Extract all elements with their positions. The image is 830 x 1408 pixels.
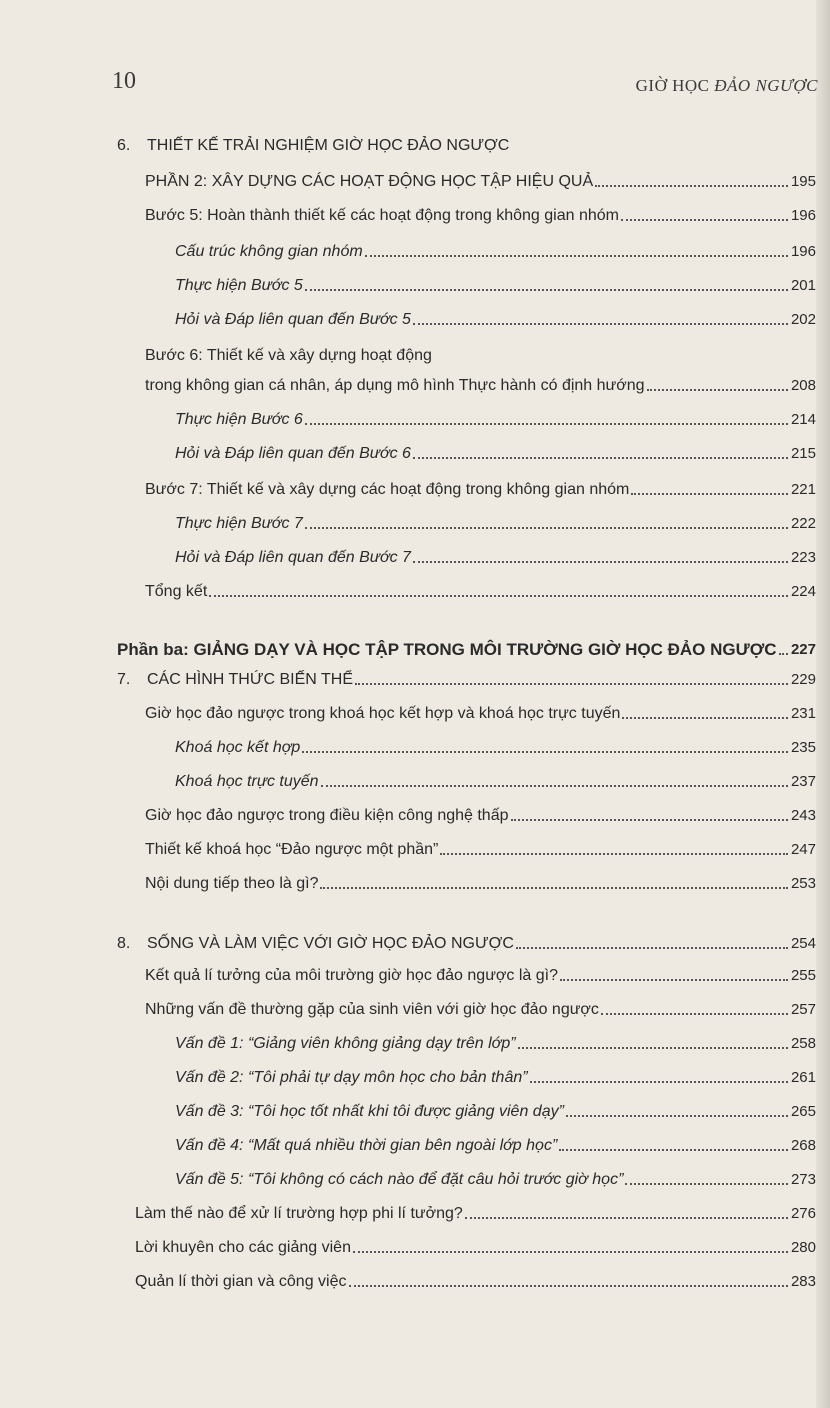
toc-entry-page: 280 — [790, 1239, 816, 1256]
toc-entry-title: THIẾT KẾ TRẢI NGHIỆM GIỜ HỌC ĐẢO NGƯỢC — [147, 137, 510, 154]
toc-entry-title: Khoá học kết hợp — [175, 739, 301, 756]
toc-entry-title: Bước 6: Thiết kế và xây dựng hoạt động — [145, 347, 432, 364]
dot-leader — [566, 1115, 788, 1117]
toc-entry — [145, 994, 816, 1020]
toc-entry-title: Hỏi và Đáp liên quan đến Bước 5 — [175, 311, 411, 328]
dot-leader — [355, 683, 788, 685]
toc-entry-page: 221 — [790, 481, 816, 498]
toc-entry-page: 224 — [790, 583, 816, 600]
dot-leader — [511, 819, 789, 821]
toc-entry — [175, 542, 816, 568]
dot-leader — [560, 979, 788, 981]
toc-entry-page: 223 — [790, 549, 816, 566]
toc-entry-number: 6. — [117, 137, 131, 154]
toc-entry-page: 273 — [790, 1171, 816, 1188]
toc-entry-title: trong không gian cá nhân, áp dụng mô hình Thực hành có định hướng — [145, 377, 645, 394]
dot-leader — [622, 717, 788, 719]
toc-entry-title: Giờ học đảo ngược trong điều kiện công nghệ thấp — [145, 807, 509, 824]
toc-entry — [175, 1028, 816, 1054]
toc-entry-page: 268 — [790, 1137, 816, 1154]
toc-entry — [175, 304, 816, 330]
toc-entry-title: Vấn đề 4: “Mất quá nhiều thời gian bên ngoài lớp học” — [175, 1137, 558, 1154]
toc-entry — [145, 370, 816, 396]
toc-entry-title: Vấn đề 5: “Tôi không có cách nào để đặt câu hỏi trước giờ học” — [175, 1171, 624, 1188]
toc-entry-page: 247 — [790, 841, 816, 858]
toc-entry-page: 214 — [790, 411, 816, 428]
toc-entry-title: Quản lí thời gian và công việc — [135, 1273, 347, 1290]
toc-entry-title: Tổng kết — [145, 583, 208, 600]
toc-entry — [117, 130, 816, 156]
toc-entry-page: 222 — [790, 515, 816, 532]
dot-leader — [413, 457, 788, 459]
toc-entry-page: 265 — [790, 1103, 816, 1120]
toc-entry-title: Làm thế nào để xử lí trường hợp phi lí tưởng? — [135, 1205, 463, 1222]
toc-entry — [175, 508, 816, 534]
dot-leader — [516, 947, 788, 949]
toc-entry-title: Hỏi và Đáp liên quan đến Bước 7 — [175, 549, 411, 566]
toc-entry-title: Cấu trúc không gian nhóm — [175, 243, 363, 260]
toc-entry — [145, 960, 816, 986]
toc-entry — [175, 270, 816, 296]
toc-entry-page: 195 — [790, 173, 816, 190]
toc-entry-page: 196 — [790, 207, 816, 224]
toc-entry — [175, 1130, 816, 1156]
toc-entry — [117, 634, 816, 660]
toc-entry-page: 237 — [790, 773, 816, 790]
running-title-italic: ĐẢO NGƯỢC — [714, 76, 818, 95]
dot-leader — [595, 185, 788, 187]
toc-entry-title: CÁC HÌNH THỨC BIẾN THỂ — [147, 671, 353, 688]
toc-entry — [175, 1096, 816, 1122]
toc-entry — [145, 474, 816, 500]
toc-entry-page: 276 — [790, 1205, 816, 1222]
dot-leader — [320, 887, 788, 889]
toc-entry-title: Nội dung tiếp theo là gì? — [145, 875, 319, 892]
toc-entry — [145, 868, 816, 894]
toc-entry-title: Thiết kế khoá học “Đảo ngược một phần” — [145, 841, 439, 858]
toc-entry-title: Vấn đề 1: “Giảng viên không giảng dạy trên lớp” — [175, 1035, 516, 1052]
dot-leader — [413, 561, 788, 563]
dot-leader — [779, 653, 789, 655]
toc-entry-title: Thực hiện Bước 6 — [175, 411, 303, 428]
dot-leader — [621, 219, 788, 221]
toc-entry-page: 231 — [790, 705, 816, 722]
toc-entry — [145, 340, 816, 366]
dot-leader — [518, 1047, 788, 1049]
toc-entry-title: Thực hiện Bước 7 — [175, 515, 303, 532]
toc-entry-title: Kết quả lí tưởng của môi trường giờ học đảo ngược là gì? — [145, 967, 558, 984]
dot-leader — [349, 1285, 789, 1287]
page-edge — [816, 0, 830, 1408]
dot-leader — [465, 1217, 788, 1219]
toc-entry-title: SỐNG VÀ LÀM VIỆC VỚI GIỜ HỌC ĐẢO NGƯỢC — [147, 935, 514, 952]
toc-entry-title: Hỏi và Đáp liên quan đến Bước 6 — [175, 445, 411, 462]
toc-entry-page: 235 — [790, 739, 816, 756]
dot-leader — [305, 289, 788, 291]
toc-entry-title: Bước 5: Hoàn thành thiết kế các hoạt động trong không gian nhóm — [145, 207, 619, 224]
toc-entry — [175, 438, 816, 464]
dot-leader — [321, 785, 788, 787]
toc-entry-page: 229 — [790, 671, 816, 688]
dot-leader — [305, 423, 788, 425]
toc-entry — [145, 200, 816, 226]
toc-entry-page: 255 — [790, 967, 816, 984]
toc-entry-page: 253 — [790, 875, 816, 892]
running-title — [636, 76, 818, 96]
toc-entry — [145, 166, 816, 192]
toc-entry-page: 257 — [790, 1001, 816, 1018]
dot-leader — [631, 493, 788, 495]
toc-entry-page: 196 — [790, 243, 816, 260]
toc-entry — [145, 834, 816, 860]
toc-entry — [135, 1266, 816, 1292]
toc-entry-page: 254 — [790, 935, 816, 952]
dot-leader — [625, 1183, 788, 1185]
toc-entry — [145, 576, 816, 602]
toc-entry — [175, 236, 816, 262]
toc-entry — [135, 1198, 816, 1224]
toc-entry-page: 227 — [790, 641, 816, 658]
toc-entry — [175, 1062, 816, 1088]
toc-entry — [117, 664, 816, 690]
toc-entry-page: 208 — [790, 377, 816, 394]
toc-entry-page: 201 — [790, 277, 816, 294]
toc-entry-page: 283 — [790, 1273, 816, 1290]
toc-entry-title: Khoá học trực tuyến — [175, 773, 319, 790]
toc-entry-title: Phần ba: GIẢNG DẠY VÀ HỌC TẬP TRONG MÔI TRƯỜNG GIỜ HỌC ĐẢO NGƯỢC — [117, 640, 777, 659]
toc-entry-page: 258 — [790, 1035, 816, 1052]
dot-leader — [353, 1251, 788, 1253]
toc-entry-number: 8. — [117, 935, 131, 952]
dot-leader — [302, 751, 788, 753]
page-number: 10 — [112, 68, 136, 94]
dot-leader — [601, 1013, 788, 1015]
dot-leader — [440, 853, 788, 855]
dot-leader — [209, 595, 788, 597]
toc-entry — [135, 1232, 816, 1258]
dot-leader — [413, 323, 788, 325]
toc-entry-title: Vấn đề 3: “Tôi học tốt nhất khi tôi được giảng viên dạy” — [175, 1103, 564, 1120]
toc-entry — [175, 766, 816, 792]
dot-leader — [365, 255, 788, 257]
toc-entry-title: Lời khuyên cho các giảng viên — [135, 1239, 351, 1256]
dot-leader — [530, 1081, 788, 1083]
toc-entry-title: PHẦN 2: XÂY DỰNG CÁC HOẠT ĐỘNG HỌC TẬP HIỆU QUẢ — [145, 173, 594, 190]
toc-entry — [175, 1164, 816, 1190]
toc-entry-title: Bước 7: Thiết kế và xây dựng các hoạt động trong không gian nhóm — [145, 481, 630, 498]
dot-leader — [305, 527, 788, 529]
toc-entry — [175, 732, 816, 758]
toc-entry — [117, 928, 816, 954]
toc-entry — [175, 404, 816, 430]
toc-entry-page: 202 — [790, 311, 816, 328]
toc-entry-page: 243 — [790, 807, 816, 824]
toc-entry-page: 215 — [790, 445, 816, 462]
toc-entry-title: Thực hiện Bước 5 — [175, 277, 303, 294]
toc-entry-number: 7. — [117, 671, 131, 688]
toc-entry-page: 261 — [790, 1069, 816, 1086]
dot-leader — [559, 1149, 788, 1151]
toc-entry-title: Giờ học đảo ngược trong khoá học kết hợp và khoá học trực tuyến — [145, 705, 621, 722]
dot-leader — [647, 389, 788, 391]
toc-entry — [145, 698, 816, 724]
toc-entry-title: Vấn đề 2: “Tôi phải tự dạy môn học cho bản thân” — [175, 1069, 528, 1086]
toc-entry-title: Những vấn đề thường gặp của sinh viên với giờ học đảo ngược — [145, 1001, 599, 1018]
toc-entry — [145, 800, 816, 826]
running-title-plain: GIỜ HỌC — [635, 76, 710, 95]
